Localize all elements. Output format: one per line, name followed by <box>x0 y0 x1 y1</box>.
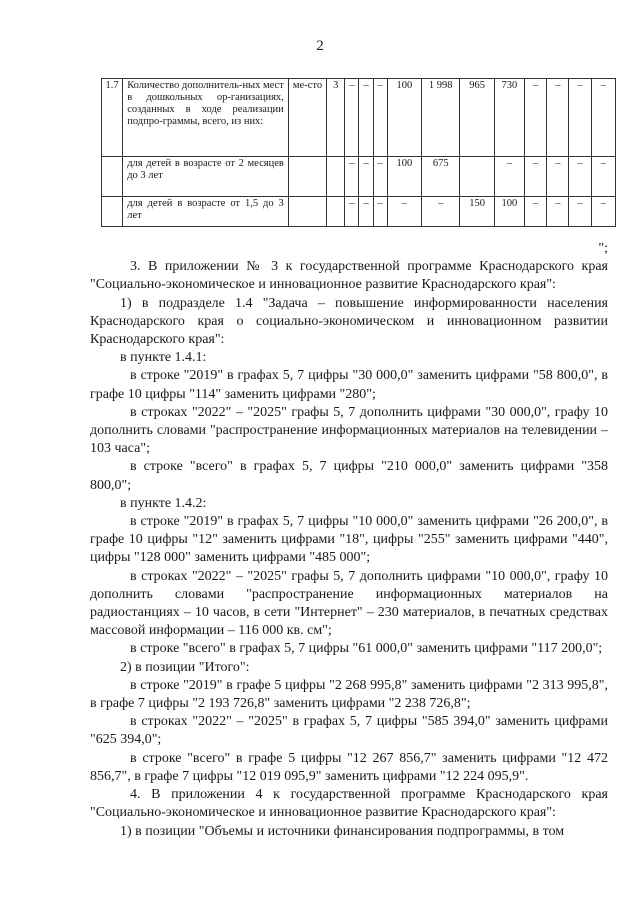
table-row <box>102 157 616 197</box>
value-cell: – <box>494 157 524 197</box>
indicator-description-cell: Количество дополнитель-ных мест в дошкольных ор-ганизациях, созданных в ходе реализации подпро-граммы, всего, из них: <box>123 79 289 157</box>
value-cell: – <box>422 197 460 227</box>
value-cell: 3 <box>327 79 345 157</box>
paragraph: в строках "2022" – "2025" в графах 5, 7 цифры "585 394,0" заменить цифрами "625 394,0"; <box>90 714 608 748</box>
value-cell: – <box>591 79 615 157</box>
value-cell <box>327 157 345 197</box>
paragraph: 1) в подразделе 1.4 "Задача – повышение информированности населения Краснодарского края о социально-экономическом и инновационном развитии Краснодарского края": <box>90 295 608 348</box>
value-cell: – <box>569 79 591 157</box>
value-cell: – <box>373 197 387 227</box>
table-closing-mark: "; <box>598 241 608 256</box>
value-cell: – <box>373 79 387 157</box>
indicator-table <box>101 78 616 227</box>
value-cell: 100 <box>494 197 524 227</box>
paragraph: 1) в позиции "Объемы и источники финансирования подпрограммы, в том <box>120 823 565 839</box>
paragraph: в пункте 1.4.2: <box>120 495 207 511</box>
value-cell: – <box>345 157 359 197</box>
unit-cell: ме-сто <box>288 79 326 157</box>
value-cell: – <box>359 197 373 227</box>
value-cell: 1 998 <box>422 79 460 157</box>
paragraph: в строке "всего" в графе 5 цифры "12 267 856,7" заменить цифрами "12 472 856,7", в графе 7 цифры "12 019 095,9" заменить цифрами "12 224 095,9". <box>90 750 608 784</box>
value-cell: – <box>569 197 591 227</box>
value-cell: – <box>591 197 615 227</box>
paragraph: в строке "2019" в графах 5, 7 цифры "10 000,0" заменить цифрами "26 200,0", в графе 10 цифры "12" заменить цифрами "18", цифры "255" заменить цифрами "440", цифры "128 000" заменить цифрами "485 000"; <box>90 514 608 566</box>
value-cell <box>327 197 345 227</box>
paragraph: 4. В приложении 4 к государственной программе Краснодарского края "Социально-экономическое и инновационное развитие Краснодарского края": <box>90 787 608 821</box>
paragraph: 3. В приложении № 3 к государственной программе Краснодарского края "Социально-экономическое и инновационное развитие Краснодарского края": <box>90 259 608 293</box>
value-cell: 730 <box>494 79 524 157</box>
paragraph: в строках "2022" – "2025" графы 5, 7 дополнить цифрами "30 000,0", графу 10 дополнить словами "распространение информационных материалов на телевидении – 103 часа"; <box>90 404 608 457</box>
page-number: 2 <box>316 38 324 54</box>
paragraph: в строке "2019" в графах 5, 7 цифры "30 000,0" заменить цифрами "58 800,0", в графе 10 цифры "114" заменить цифрами "280"; <box>90 368 608 402</box>
paragraph: в строке "всего" в графах 5, 7 цифры "61 000,0" заменить цифрами "117 200,0"; <box>130 641 603 657</box>
value-cell: – <box>525 197 547 227</box>
value-cell: – <box>345 79 359 157</box>
table-row <box>102 79 616 157</box>
value-cell: – <box>525 157 547 197</box>
value-cell: – <box>359 157 373 197</box>
paragraph: в строке "всего" в графах 5, 7 цифры "210 000,0" заменить цифрами "358 800,0"; <box>90 459 608 493</box>
unit-cell <box>288 157 326 197</box>
value-cell: – <box>359 79 373 157</box>
value-cell: – <box>373 157 387 197</box>
value-cell: – <box>547 79 569 157</box>
value-cell: 150 <box>460 197 494 227</box>
indicator-description-cell: для детей в возрасте от 1,5 до 3 лет <box>123 197 289 227</box>
value-cell <box>460 157 494 197</box>
paragraph: в строке "2019" в графе 5 цифры "2 268 995,8" заменить цифрами "2 313 995,8", в графе 7 цифры "2 193 726,8" заменить цифрами "2 238 726,8"; <box>90 677 608 712</box>
amendment-text <box>90 240 608 841</box>
value-cell: – <box>387 197 421 227</box>
paragraph: в пункте 1.4.1: <box>120 350 207 366</box>
value-cell: – <box>345 197 359 227</box>
value-cell: 100 <box>387 79 421 157</box>
row-number-cell <box>102 197 123 227</box>
value-cell: – <box>525 79 547 157</box>
row-number-cell: 1.7 <box>102 79 123 157</box>
row-number-cell <box>102 157 123 197</box>
paragraph: 2) в позиции "Итого": <box>120 659 250 675</box>
value-cell: 965 <box>460 79 494 157</box>
value-cell: 675 <box>422 157 460 197</box>
value-cell: – <box>547 157 569 197</box>
paragraph: в строках "2022" – "2025" графы 5, 7 дополнить цифрами "10 000,0", графу 10 дополнить словами "распространение информационных материалов на радиостанциях – 10 часов, в сети "Интернет" – 230 материалов, в печатных средствах массовой информации – 116 000 кв. см"; <box>90 568 608 639</box>
value-cell: 100 <box>387 157 421 197</box>
indicator-description-cell: для детей в возрасте от 2 месяцев до 3 лет <box>123 157 289 197</box>
unit-cell <box>288 197 326 227</box>
table-row <box>102 197 616 227</box>
value-cell: – <box>547 197 569 227</box>
value-cell: – <box>569 157 591 197</box>
value-cell: – <box>591 157 615 197</box>
